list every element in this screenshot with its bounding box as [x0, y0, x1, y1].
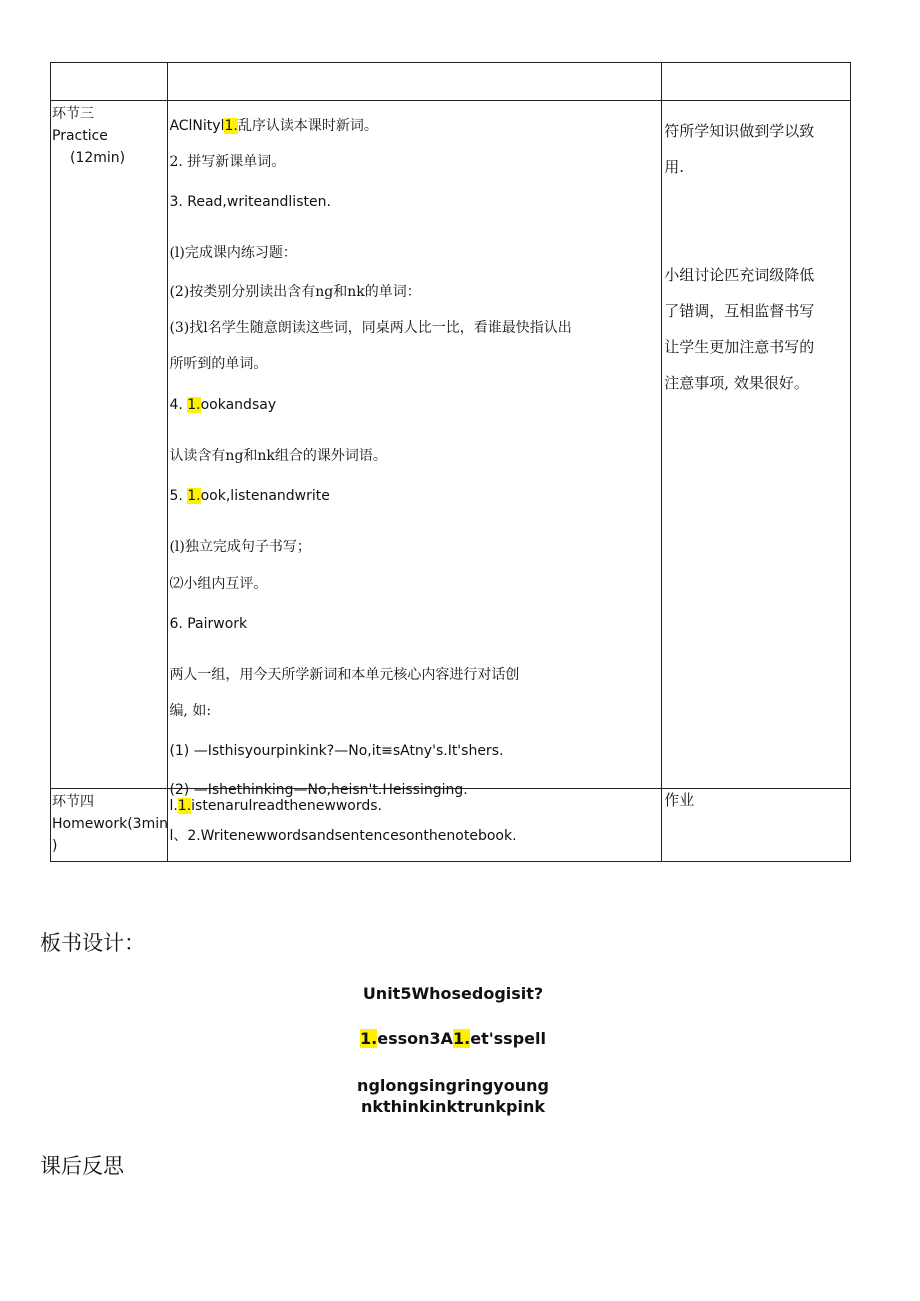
board-nk-words: nkthinkinktrunkpink	[360, 1097, 546, 1116]
practice-row	[51, 101, 851, 789]
homework-note-cell	[662, 789, 851, 862]
empty-cell	[168, 63, 662, 101]
note-line: 符所学知识做到学以致	[664, 122, 815, 140]
practice-duration: (12min)	[70, 150, 126, 166]
empty-cell	[51, 63, 168, 101]
activity-line-9: 认读含有ng和nk组合的课外词语。	[169, 448, 387, 464]
note-line: 小组讨论匹充词级降低	[664, 266, 815, 284]
table-row	[51, 63, 851, 101]
homework-line-2: l、2.Writenewwordsandsentencesonthenotebook.	[169, 828, 517, 845]
note-line: 用.	[664, 158, 685, 176]
homework-line-1: l.1.istenarulreadthenewwords.	[169, 798, 382, 814]
note-line: 让学生更加注意书写的	[664, 338, 815, 356]
activity-line-14: 两人一组，用今天所学新词和本单元核心内容进行对话创	[169, 667, 520, 683]
practice-stage-en: Practice	[52, 128, 108, 144]
activity-line-7: 所听到的单词。	[169, 356, 268, 372]
board-ng-words: nglongsingringyoung	[357, 1076, 549, 1095]
homework-stage-en: Homework(3min	[52, 816, 168, 832]
activity-line-12: ⑵小组内互评。	[169, 576, 268, 592]
board-title: Unit5Whosedogisit?	[362, 984, 544, 1003]
note-line: 了错调，互相监督书写	[664, 302, 815, 320]
activity-line-8: 4. 1.ookandsay	[169, 397, 277, 413]
activity-line-15: 编, 如:	[169, 703, 212, 719]
activity-line-13: 6. Pairwork	[169, 616, 248, 632]
homework-stage-en-cont: )	[52, 838, 58, 854]
homework-content-cell	[168, 789, 662, 862]
activity-line-6: (3)找l名学生随意朗读这些词，同桌两人比一比，看谁最快指认出	[169, 320, 572, 336]
empty-cell	[662, 63, 851, 101]
homework-note: 作业	[664, 791, 695, 809]
lesson-plan-table	[50, 62, 851, 862]
activity-line-10: 5. 1.ook,listenandwrite	[169, 488, 330, 504]
note-line: 注意事项, 效果很好。	[664, 374, 809, 392]
practice-stage-name: 环节三	[52, 106, 94, 122]
activity-line-1: AClNityl1.乱序认读本课时新词。	[169, 118, 378, 134]
activity-line-3: 3. Read,writeandlisten.	[169, 194, 331, 210]
activity-line-16: (1) —Isthisyourpinkink?—No,it≡sAtny's.It'shers.	[169, 743, 504, 759]
reflection-heading: 课后反思	[40, 1154, 124, 1178]
homework-stage-cell	[51, 789, 168, 862]
practice-note-cell	[662, 101, 851, 789]
activity-line-2: 2. 拼写新课单词。	[169, 154, 286, 170]
practice-stage-cell	[51, 101, 168, 789]
practice-content-cell	[168, 101, 662, 798]
homework-stage-name: 环节四	[52, 794, 94, 810]
activity-line-17: (2) —Ishethinking—No,heisn't.Heissinging.	[169, 782, 468, 798]
activity-line-5: (2)按类别分别读出含有ng和nk的单词：	[169, 284, 421, 300]
activity-line-11: (l)独立完成句子书写；	[169, 539, 311, 555]
board-lesson-line: 1.esson3A1.et'sspell	[360, 1029, 546, 1048]
homework-row	[51, 789, 851, 862]
board-design-heading: 板书设计：	[40, 931, 145, 955]
activity-line-4: (l)完成课内练习题：	[169, 245, 297, 261]
